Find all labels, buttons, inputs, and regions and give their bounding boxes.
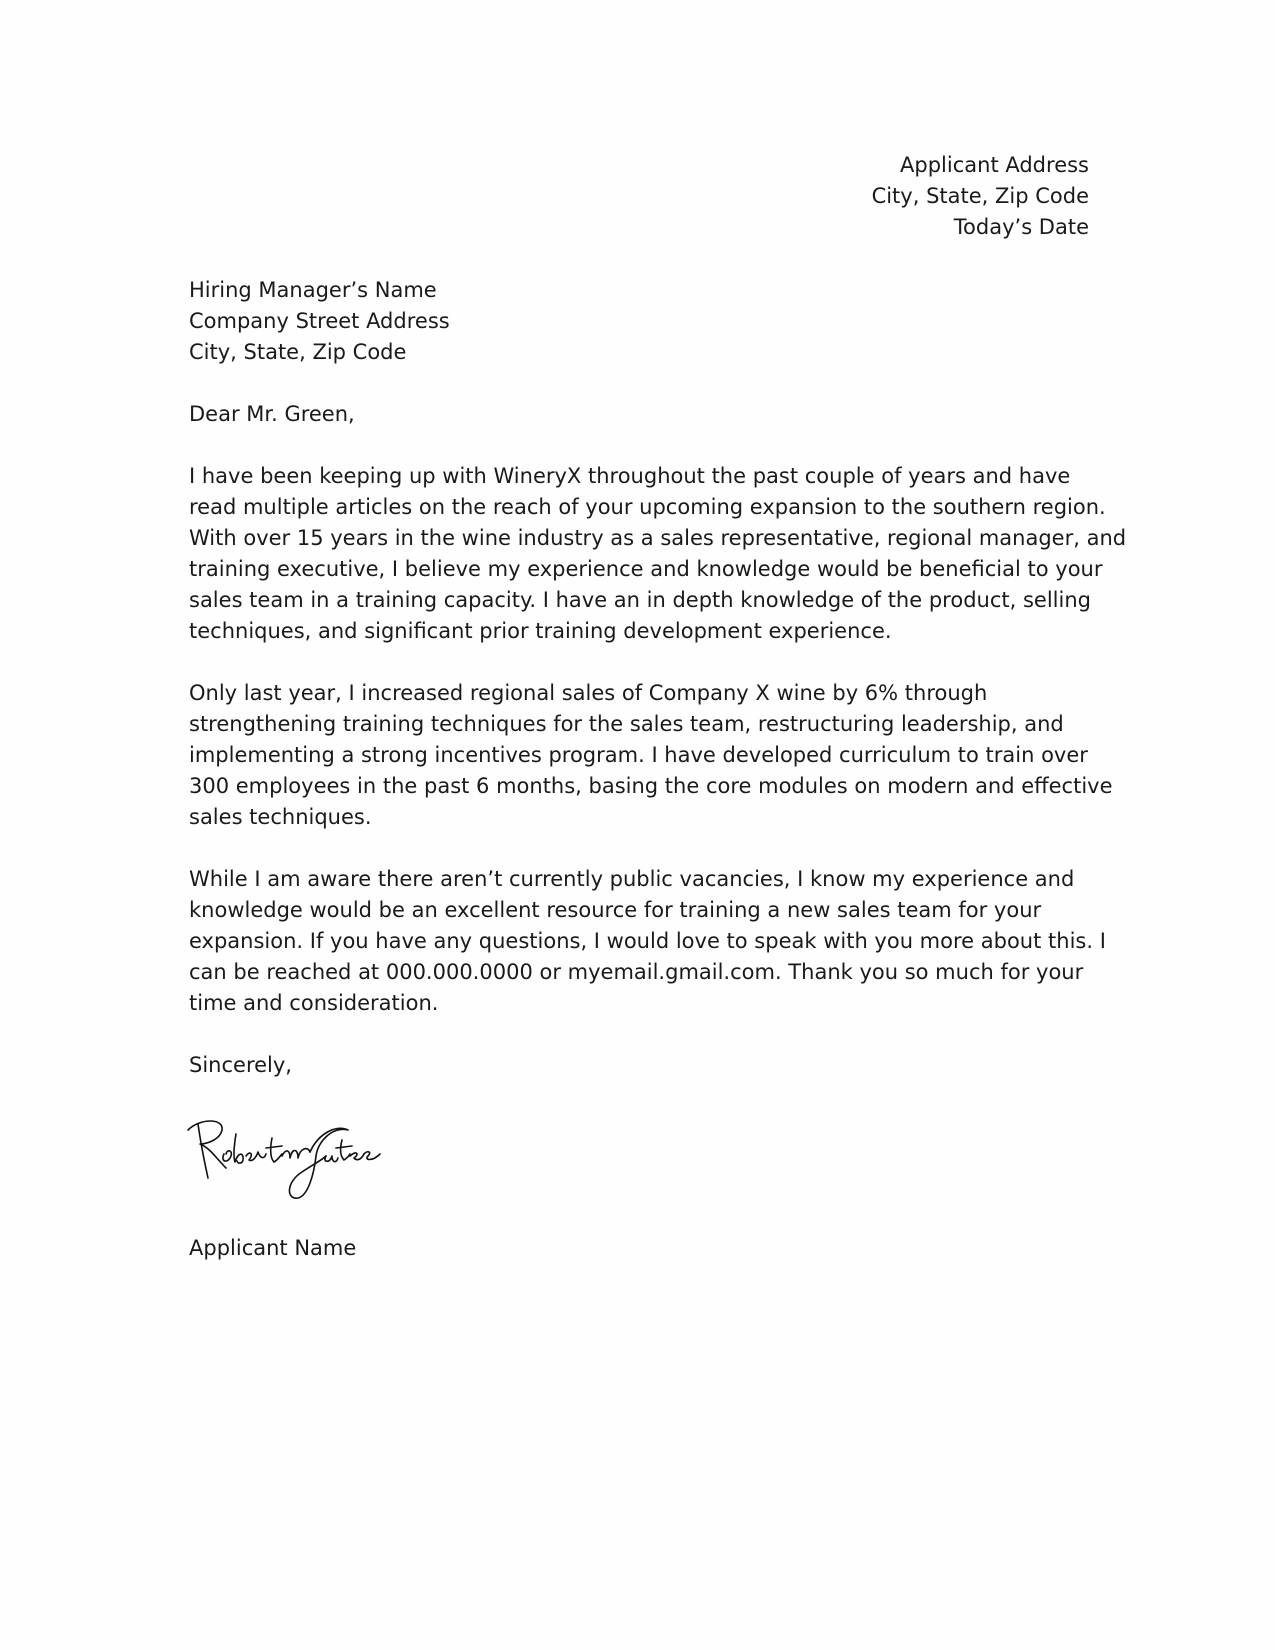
body-paragraph-1 bbox=[189, 461, 1127, 647]
sender-city-state-zip: City, State, Zip Code bbox=[871, 184, 1089, 208]
signer-name: Applicant Name bbox=[189, 1236, 357, 1260]
paragraph-line: While I am aware there aren’t currently public vacancies, I know my experience and bbox=[189, 867, 1075, 891]
paragraph-line: techniques, and significant prior training development experience. bbox=[189, 619, 892, 643]
paragraph-line: time and consideration. bbox=[189, 991, 439, 1015]
salutation: Dear Mr. Green, bbox=[189, 402, 355, 426]
paragraph-line: implementing a strong incentives program. I have developed curriculum to train over bbox=[189, 743, 1088, 767]
paragraph-line: With over 15 years in the wine industry as a sales representative, regional manager, and bbox=[189, 526, 1127, 550]
letter-date: Today’s Date bbox=[953, 215, 1089, 239]
body-paragraph-2 bbox=[189, 678, 1113, 833]
paragraph-line: sales team in a training capacity. I have an in depth knowledge of the product, selling bbox=[189, 588, 1091, 612]
paragraph-line: Only last year, I increased regional sales of Company X wine by 6% through bbox=[189, 681, 988, 705]
letter-content bbox=[189, 275, 1127, 1081]
recipient-street: Company Street Address bbox=[189, 309, 450, 333]
recipient-city-state-zip: City, State, Zip Code bbox=[189, 340, 407, 364]
paragraph-line: can be reached at 000.000.0000 or myemail.gmail.com. Thank you so much for your bbox=[189, 960, 1084, 984]
closing: Sincerely, bbox=[189, 1053, 292, 1077]
sender-address: Applicant Address bbox=[900, 153, 1089, 177]
paragraph-line: sales techniques. bbox=[189, 805, 372, 829]
paragraph-line: training executive, I believe my experience and knowledge would be beneficial to your bbox=[189, 557, 1103, 581]
paragraph-line: expansion. If you have any questions, I would love to speak with you more about this. I bbox=[189, 929, 1106, 953]
body-paragraph-3 bbox=[189, 864, 1106, 1019]
recipient-block bbox=[189, 275, 1089, 368]
recipient-name: Hiring Manager’s Name bbox=[189, 278, 437, 302]
paragraph-line: I have been keeping up with WineryX throughout the past couple of years and have bbox=[189, 464, 1071, 488]
paragraph-line: strengthening training techniques for the sales team, restructuring leadership, and bbox=[189, 712, 1064, 736]
sender-block bbox=[872, 150, 1089, 243]
paragraph-line: read multiple articles on the reach of your upcoming expansion to the southern region. bbox=[189, 495, 1106, 519]
handwritten-signature bbox=[186, 1116, 382, 1200]
paragraph-line: 300 employees in the past 6 months, basing the core modules on modern and effective bbox=[189, 774, 1113, 798]
paragraph-line: knowledge would be an excellent resource for training a new sales team for your bbox=[189, 898, 1042, 922]
